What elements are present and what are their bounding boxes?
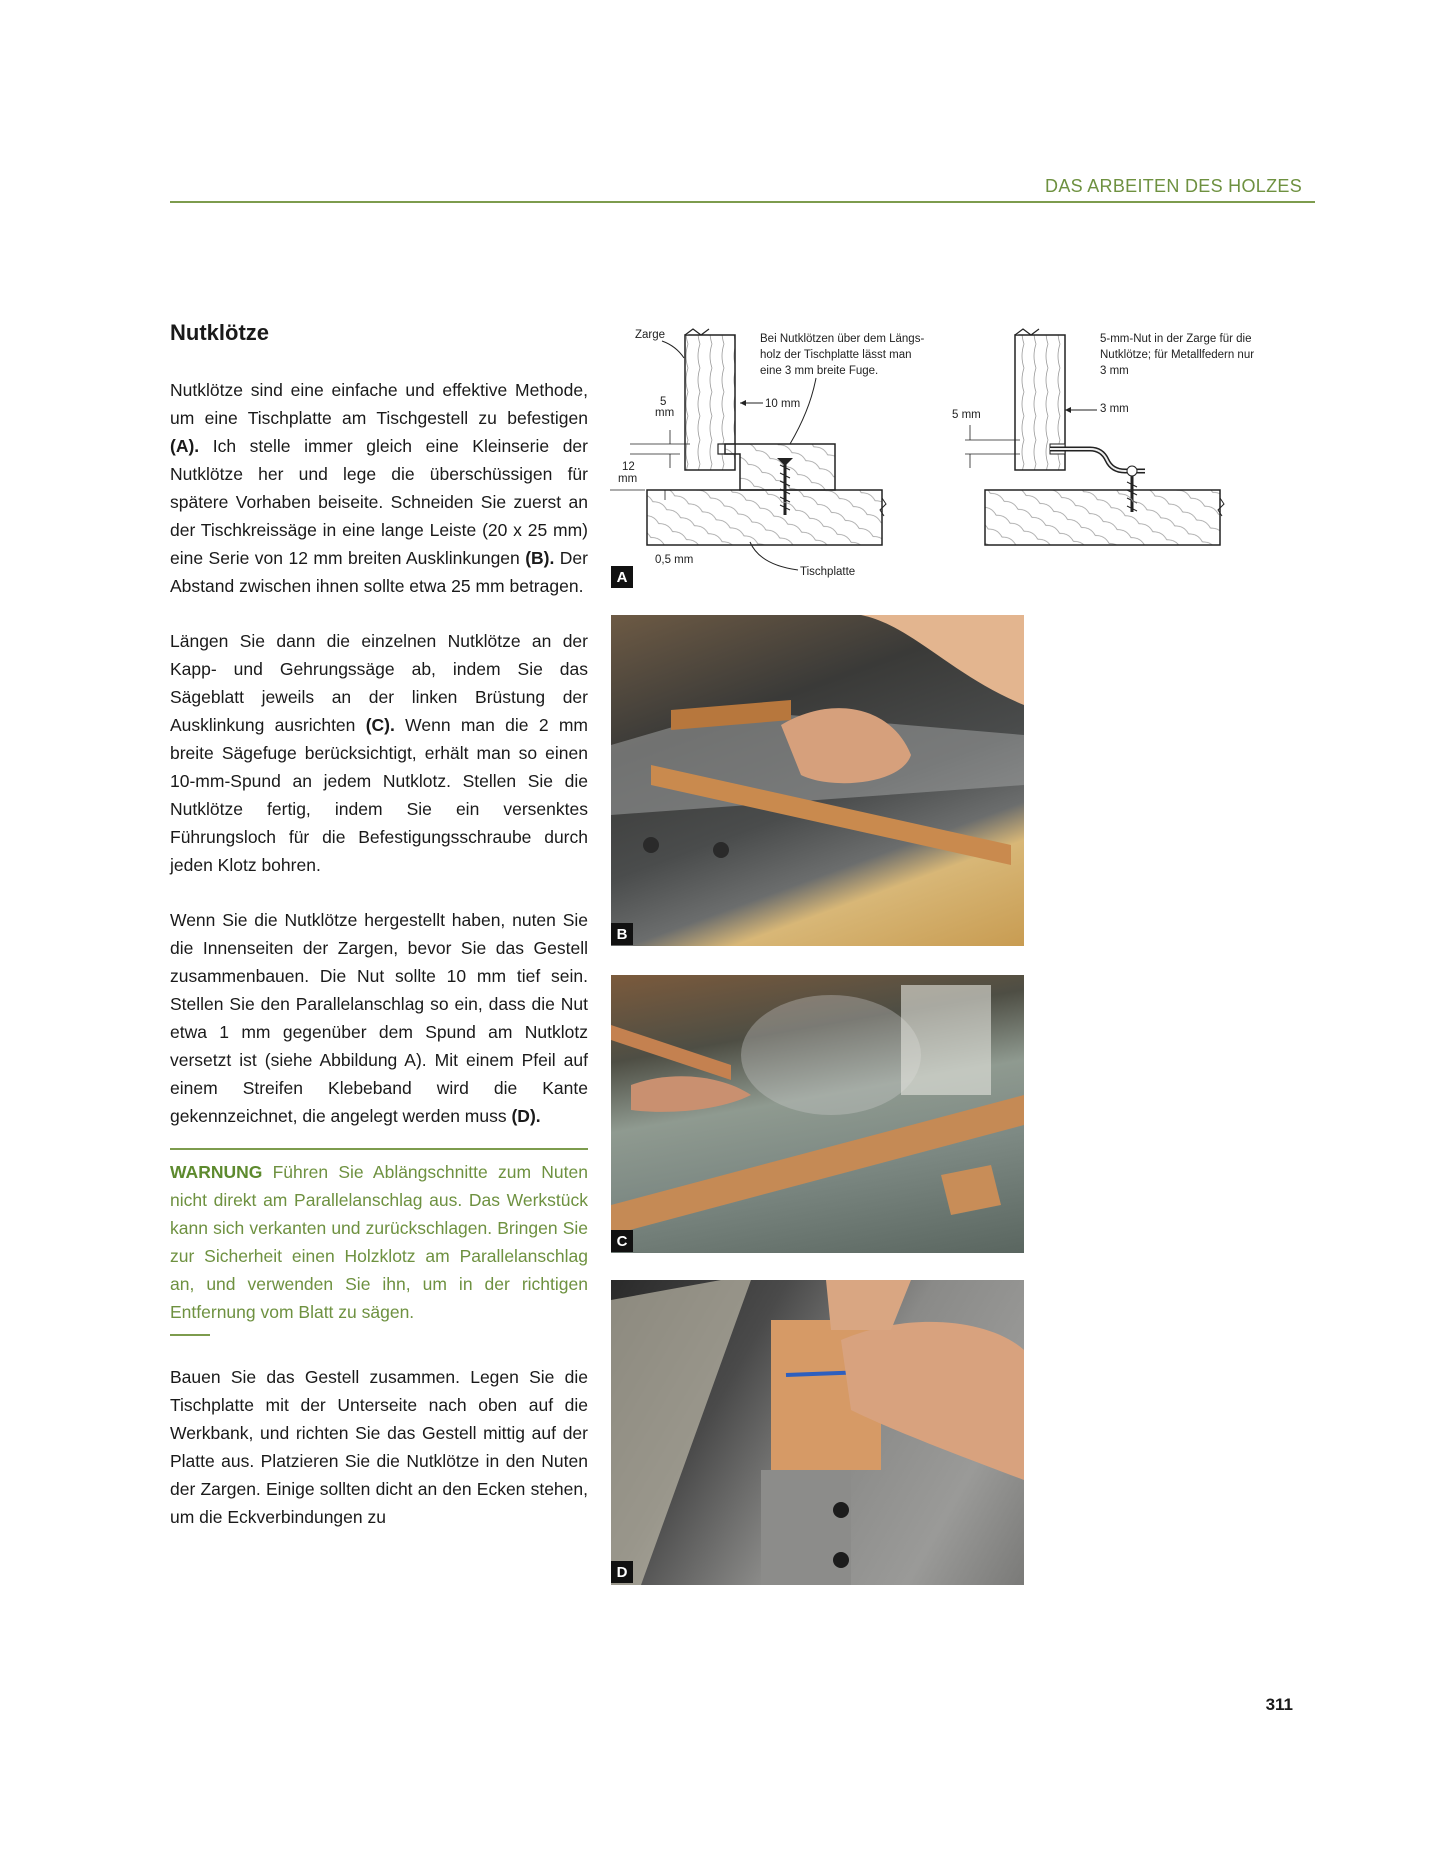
paragraph-4: Bauen Sie das Gestell zusammen. Legen Sie die Tischplatte mit der Unterseite nach oben auf die Werkbank, und richten Sie das Gestell mittig auf der Platte aus. Platzieren Sie die Nutklötze in den Nuten der Zargen. Einige sollten dicht an den Ecken stehen, um die Eckverbindungen zu bbox=[170, 1367, 588, 1527]
figure-d-photo bbox=[611, 1280, 1024, 1585]
dim-5mm: 5 mm bbox=[952, 409, 981, 421]
label-zarge: Zarge bbox=[635, 329, 666, 341]
dim-10mm: 10 mm bbox=[765, 398, 801, 410]
section-title: Nutklötze bbox=[170, 320, 269, 345]
warning-text: WARNUNG Führen Sie Ablängschnitte zum Nuten nicht direkt am Parallelanschlag aus. Das Werkstück kann sich verkanten und zurückschlagen. Bringen Sie zur Sicherheit einen Holzklotz am Parallelanschlag an, und verwenden Sie ihn, um in der richtigen Entfernung vom Blatt zu sägen. bbox=[170, 1162, 588, 1322]
figure-c-tag: C bbox=[611, 1230, 633, 1252]
dim-05mm: 0,5 mm bbox=[655, 554, 694, 566]
note-left-1: Bei Nutklötzen über dem Längs- bbox=[760, 333, 925, 345]
figure-c-photo bbox=[611, 975, 1024, 1253]
figure-d-tag: D bbox=[611, 1561, 633, 1583]
note-right-3: 3 mm bbox=[1100, 365, 1129, 377]
paragraph-1: Nutklötze sind eine einfache und effektive Methode, um eine Tischplatte am Tischgestell zu befestigen (A). Ich stelle immer gleich eine Kleinserie der Nutklötze her und lege die überschüssigen für spätere Vorhaben beiseite. Schneiden Sie zuerst an der Tischkreissäge in eine lange Leiste (20 x 25 mm) eine Serie von 12 mm breiten Ausklinkungen (B). Der Abstand zwischen ihnen sollte etwa 25 mm betragen. bbox=[170, 380, 588, 596]
dim-mm: mm bbox=[655, 407, 675, 419]
page-number: 311 bbox=[1265, 1695, 1293, 1714]
dim-5: 5 bbox=[660, 396, 667, 408]
running-head: DAS ARBEITEN DES HOLZES bbox=[1045, 176, 1302, 196]
note-right-1: 5-mm-Nut in der Zarge für die bbox=[1100, 333, 1252, 345]
note-left-2: holz der Tischplatte lässt man bbox=[760, 349, 912, 361]
figure-b-photo bbox=[611, 615, 1024, 946]
figure-a-tag: A bbox=[611, 566, 633, 588]
text-column bbox=[170, 320, 588, 1531]
dim-12: 12 bbox=[622, 461, 635, 473]
paragraph-3: Wenn Sie die Nutklötze hergestellt haben, nuten Sie die Innenseiten der Zargen, bevor Sie das Gestell zusammenbauen. Die Nut sollte 10 mm tief sein. Stellen Sie den Parallelanschlag so ein, dass die Nut etwa 1 mm gegenüber dem Spund am Nutklotz versetzt ist (siehe Abbildung A). Mit einem Pfeil auf einem Streifen Klebeband wird die Kante gekennzeichnet, die angelegt werden muss (D). bbox=[170, 910, 588, 1126]
warning-box bbox=[170, 1148, 588, 1336]
note-left-3: eine 3 mm breite Fuge. bbox=[760, 365, 879, 377]
warning-label: WARNUNG bbox=[170, 1162, 263, 1182]
dim-12-mm: mm bbox=[618, 473, 638, 485]
label-tischplatte: Tischplatte bbox=[800, 566, 856, 578]
warning-end-rule bbox=[170, 1334, 210, 1336]
paragraph-2: Längen Sie dann die einzelnen Nutklötze an der Kapp- und Gehrungssäge ab, indem Sie das Sägeblatt jeweils an der linken Brüstung der Ausklinkung ausrichten (C). Wenn man die 2 mm breite Sägefuge berücksichtigt, erhält man so einen 10-mm-Spund an jedem Nutklotz. Stellen Sie die Nutklötze fertig, indem Sie ein versenktes Führungsloch für die Befestigungsschraube durch jeden Klotz bohren. bbox=[170, 631, 589, 875]
figure-a-diagram bbox=[610, 320, 1300, 590]
note-right-2: Nutklötze; für Metallfedern nur bbox=[1100, 349, 1255, 361]
dim-3mm: 3 mm bbox=[1100, 403, 1129, 415]
figure-b-tag: B bbox=[611, 923, 633, 945]
header-rule bbox=[170, 201, 1315, 203]
